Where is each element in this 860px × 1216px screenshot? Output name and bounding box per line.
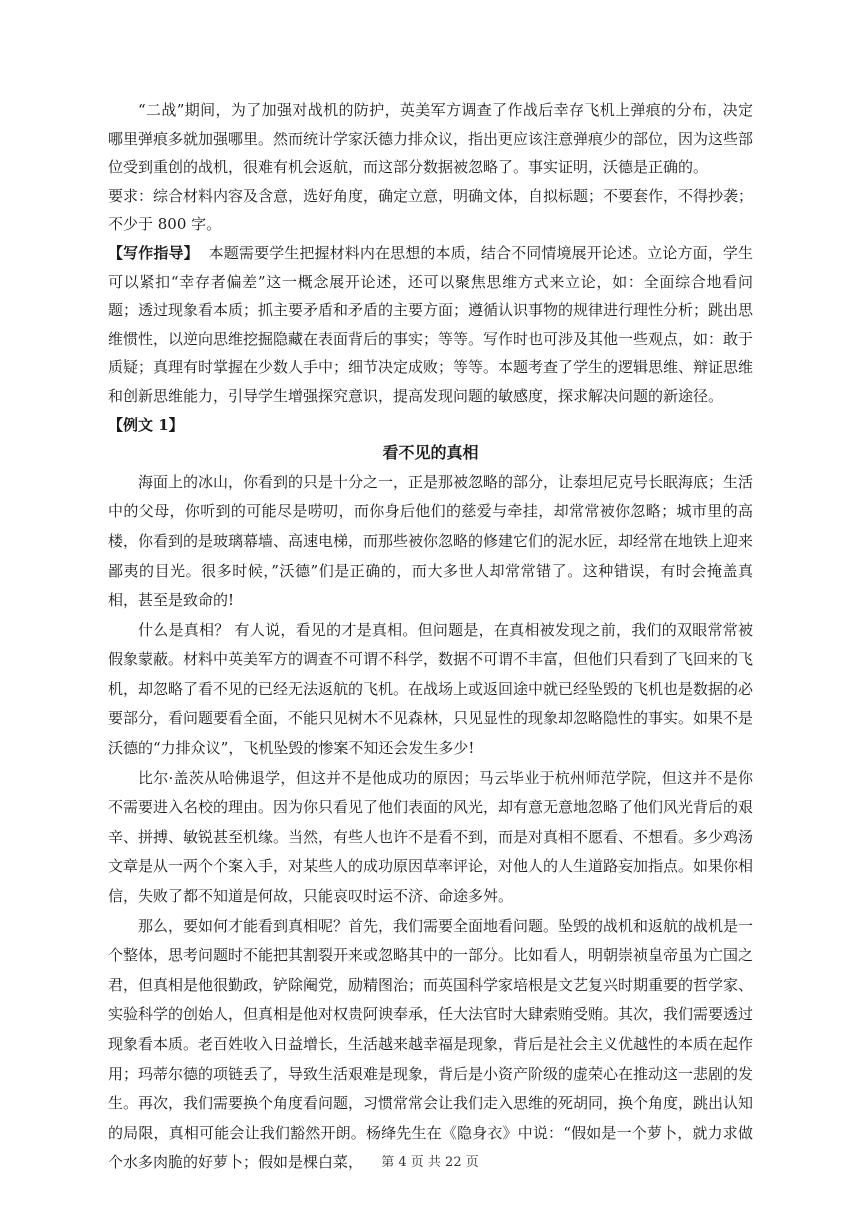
document-body	[108, 96, 753, 1178]
guidance-paragraph	[108, 239, 753, 411]
essay-title: 看不见的真相	[382, 443, 479, 463]
requirement-paragraph: 要求：综合材料内容及含意，选好角度，确定立意，明确文体，自拟标题；不要套作，不得抄袭；不少于 800 字。	[108, 186, 754, 234]
essay-paragraph: 什么是真相？ 有人说，看见的才是真相。但问题是，在真相被发现之前，我们的双眼常常被假象蒙蔽。材料中英美军方的调查不可谓不科学，数据不可谓不丰富，但他们只看到了飞回来的飞机，却忽略了看不见的已经无法返航的飞机。在战场上或返回途中就已经坠毁的飞机也是数据的必要部分，看问题要看全面，不能只见树木不见森林，只见显性的现象却忽略隐性的事实。如果不是沃德的“力排众议”，飞机坠毁的惨案不知还会发生多少!	[108, 620, 754, 758]
essay-paragraph: 那么，要如何才能看到真相呢？首先，我们需要全面地看问题。坠毁的战机和返航的战机是一个整体，思考问题时不能把其割裂开来或忽略其中的一部分。比如看人，明朝崇祯皇帝虽为亡国之君，但真相是他很勤政，铲除阉党，励精图治；而英国科学家培根是文艺复兴时期重要的哲学家、实验科学的创始人，但真相是他对权贵阿谀奉承，任大法官时大肆索贿受贿。其次，我们需要透过现象看本质。老百姓收入日益增长，生活越来越幸福是现象，背后是社会主义优越性的本质在起作用；玛蒂尔德的项链丢了，导致生活艰难是现象，背后是小资产阶级的虚荣心在推动这一悲剧的发生。再次，我们需要换个角度看问题，习惯常常会让我们走入思维的死胡同，换个角度，跳出认知的局限，真相可能会让我们豁然开朗。杨绛先生在《隐身衣》中说：“假如是一个萝卜，就力求做个水多肉脆的好萝卜；假如是棵白菜，	[108, 916, 754, 1172]
example-label: 【例文 1】	[108, 415, 184, 434]
essay-paragraph: 海面上的冰山，你看到的只是十分之一，正是那被忽略的部分，让泰坦尼克号长眠海底；生活中的父母，你听到的可能尽是唠叨，而你身后他们的慈爱与牵挂，却常常被你忽略；城市里的高楼，你看到的是玻璃幕墙、高速电梯，而那些被你忽略的修建它们的泥水匠，却经常在地铁上迎来鄙夷的目光。很多时候，”沃德”们是正确的，而大多世人却常常错了。这种错误，有时会掩盖真相，甚至是致命的!	[108, 472, 754, 610]
essay-paragraph: 比尔·盖茨从哈佛退学，但这并不是他成功的原因；马云毕业于杭州师范学院，但这并不是你不需要进入名校的理由。因为你只看见了他们表面的风光，却有意无意地忽略了他们风光背后的艰辛、拼搏、敏锐甚至机缘。当然，有些人也许不是看不到，而是对真相不愿看、不想看。多少鸡汤文章是从一两个个案入手，对某些人的成功原因草率评论，对他人的人生道路妄加指点。如果你相信，失败了都不知道是何故，只能哀叹时运不济、命途多舛。	[108, 768, 754, 906]
guidance-label: 【写作指导】	[108, 243, 199, 262]
essay-body	[108, 468, 753, 1178]
material-paragraph: “二战”期间，为了加强对战机的防护，英美军方调查了作战后幸存飞机上弹痕的分布，决定哪里弹痕多就加强哪里。然而统计学家沃德力排众议，指出更应该注意弹痕少的部位，因为这些部位受到重创的战机，很难有机会返航，而这部分数据被忽略了。事实证明，沃德是正确的。	[108, 101, 754, 177]
page-footer: 第 4 页 共 22 页	[381, 1155, 479, 1170]
guidance-text: 本题需要学生把握材料内在思想的本质，结合不同情境展开论述。立论方面，学生可以紧扣“幸存者偏差”这一概念展开论述，还可以聚焦思维方式来立论，如：全面综合地看问题；透过现象看本质；抓主要矛盾和矛盾的主要方面；遵循认识事物的规律进行理性分析；跳出思维惯性，以逆向思维挖掘隐藏在表面背后的事实；等等。写作时也可涉及其他一些观点，如：敢于质疑；真理有时掌握在少数人手中；细节决定成败；等等。本题考查了学生的逻辑思维、辩证思维和创新思维能力，引导学生增强探究意识，提高发现问题的敏感度，探求解决问题的新途径。	[108, 243, 754, 405]
